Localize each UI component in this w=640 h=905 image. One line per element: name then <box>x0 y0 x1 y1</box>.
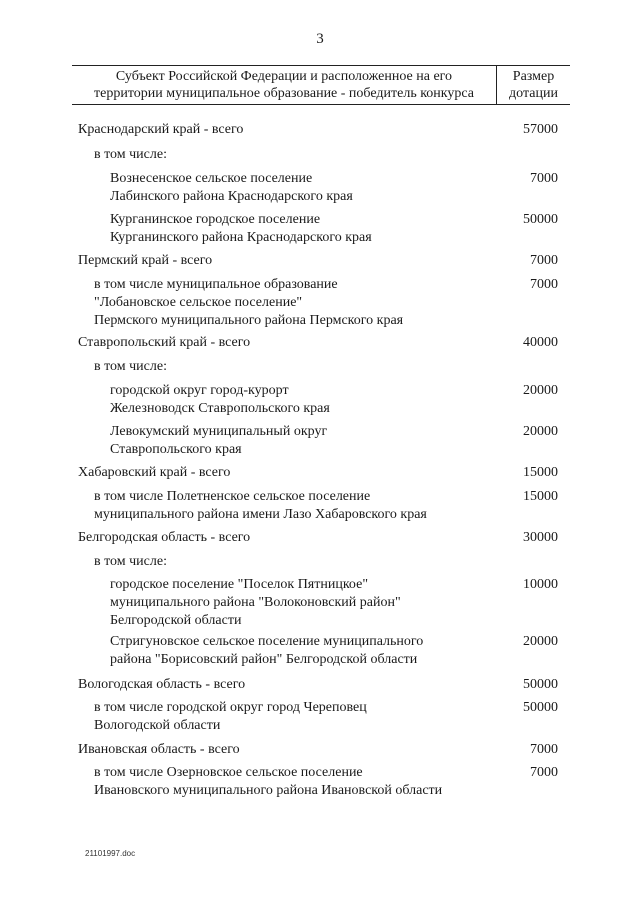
row-poletnenskoe: в том числе Полетненское сельское поселение муниципального района имени Лазо Хабаровского края <box>94 489 427 522</box>
value-krasnodar-total: 57000 <box>523 122 558 137</box>
row-cherepovets: в том числе городской округ город Череповец Вологодской области <box>94 700 367 733</box>
value-cherepovets: 50000 <box>523 700 558 715</box>
header-subject: Субъект Российской Федерации и расположенное на его территории муниципальное образование - победитель конкурса <box>94 69 474 101</box>
row-voznesenskoe: Вознесенское сельское поселение Лабинского района Краснодарского края <box>110 171 353 204</box>
value-pyatnitskoe: 10000 <box>523 577 558 592</box>
value-poletnenskoe: 15000 <box>523 489 558 504</box>
value-lobanovskoe: 7000 <box>530 277 558 292</box>
row-krasnodar-total: Краснодарский край - всего <box>78 122 244 137</box>
value-ivanovo-total: 7000 <box>530 742 558 757</box>
row-strigunovskoe: Стригуновское сельское поселение муниципального района "Борисовский район" Белгородской области <box>110 634 424 667</box>
value-kurganinskoe: 50000 <box>523 212 558 227</box>
value-vologda-total: 50000 <box>523 677 558 692</box>
row-kurganinskoe: Курганинское городское поселение Курганинского района Краснодарского края <box>110 212 372 245</box>
value-zheleznovodsk: 20000 <box>523 383 558 398</box>
header-amount: Размер дотации <box>509 69 558 101</box>
row-stavropol-total: Ставропольский край - всего <box>78 335 251 350</box>
value-levokumsky: 20000 <box>523 424 558 439</box>
row-belgorod-total: Белгородская область - всего <box>78 530 251 545</box>
row-zheleznovodsk: городской округ город-курорт Железноводск Ставропольского края <box>110 383 330 416</box>
footer-filename: 21101997.doc <box>85 849 136 858</box>
value-perm-total: 7000 <box>530 253 558 268</box>
row-ivanovo-total: Ивановская область - всего <box>78 742 240 757</box>
table-header <box>72 65 570 105</box>
row-belgorod-including: в том числе: <box>94 554 167 569</box>
value-strigunovskoe: 20000 <box>523 634 558 649</box>
value-khabarovsk-total: 15000 <box>523 465 558 480</box>
row-levokumsky: Левокумский муниципальный округ Ставропольского края <box>110 424 328 457</box>
row-ozernovskoe: в том числе Озерновское сельское поселение Ивановского муниципального района Ивановской области <box>94 765 443 798</box>
row-perm-total: Пермский край - всего <box>78 253 213 268</box>
value-voznesenskoe: 7000 <box>530 171 558 186</box>
row-khabarovsk-total: Хабаровский край - всего <box>78 465 231 480</box>
row-pyatnitskoe: городское поселение "Поселок Пятницкое" муниципального района "Волоконовский район" Белгородской области <box>110 577 401 628</box>
value-ozernovskoe: 7000 <box>530 765 558 780</box>
value-stavropol-total: 40000 <box>523 335 558 350</box>
row-stavropol-including: в том числе: <box>94 359 167 374</box>
value-belgorod-total: 30000 <box>523 530 558 545</box>
row-vologda-total: Вологодская область - всего <box>78 677 246 692</box>
page-number: 3 <box>316 31 324 47</box>
row-krasnodar-including: в том числе: <box>94 147 167 162</box>
row-lobanovskoe: в том числе муниципальное образование "Лобановское сельское поселение" Пермского муниципального района Пермского края <box>94 277 404 328</box>
